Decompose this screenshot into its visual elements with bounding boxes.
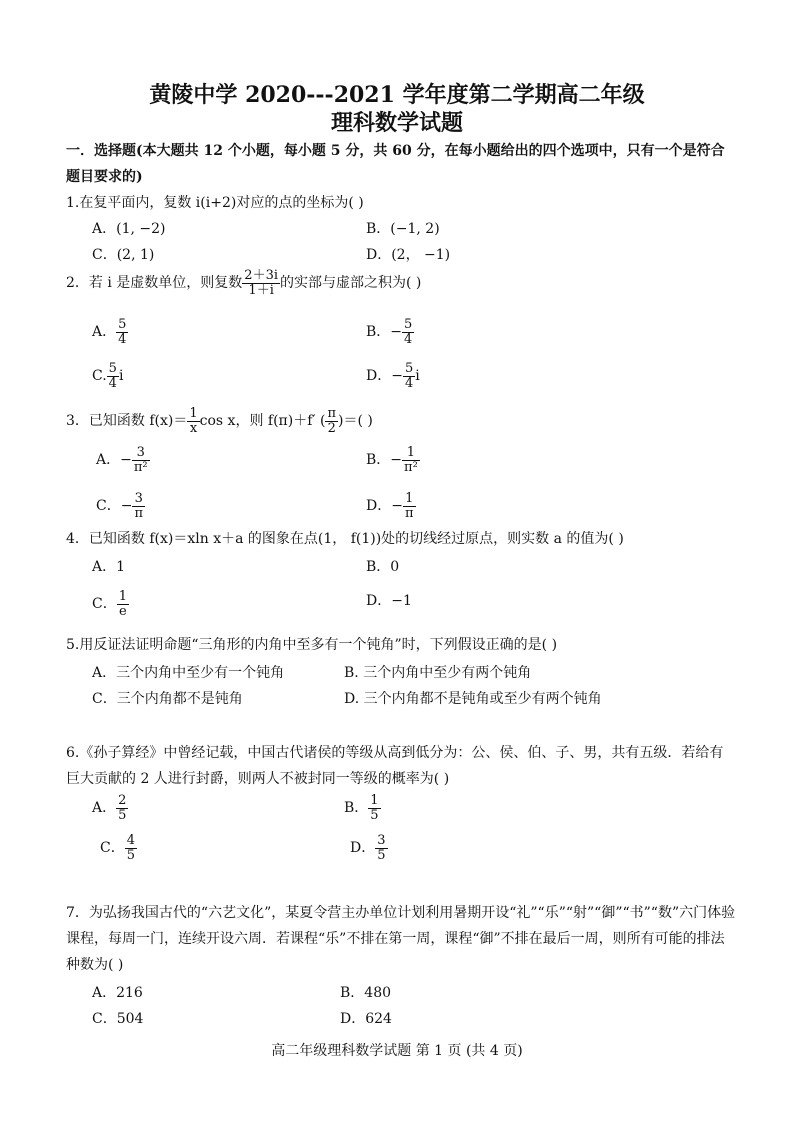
q3-frac-num: 1 <box>189 405 198 421</box>
q6-option-c <box>100 834 137 862</box>
question-1-stem: 1.在复平面内，复数 i(i+2)对应的点的坐标为( ) <box>66 195 364 211</box>
exam-title-line2: 理科数学试题 <box>330 110 463 136</box>
q2c-tail: i <box>118 368 124 385</box>
q2a-num: 5 <box>118 317 127 332</box>
q2d-tail: i <box>415 368 420 385</box>
q7-option-b: B．480 <box>340 985 392 1001</box>
q6c-num: 4 <box>126 833 135 848</box>
question-2-stem <box>66 266 736 300</box>
question-4-stem: 4．已知函数 f(x)＝xln x＋a 的图象在点(1， f(1))处的切线经过原点，则实数 a 的值为( ) <box>66 531 624 547</box>
q3c-num: 3 <box>134 491 143 506</box>
q1-option-c: C．(2, 1) <box>92 247 155 263</box>
q3-stem-post: )＝( ) <box>338 413 373 429</box>
q4-option-b <box>366 556 399 578</box>
q2d-den: 4 <box>404 375 414 391</box>
q4c-den: e <box>117 604 129 619</box>
q4a-text: 1 <box>116 559 126 575</box>
q3-option-c <box>96 492 145 520</box>
q2-stem-fraction <box>242 269 280 297</box>
q2-option-d <box>366 362 420 390</box>
q2a-den: 4 <box>118 331 127 347</box>
q4c-label: C． <box>92 596 117 613</box>
page-footer: 高二年级理科数学试题 第 1 页 (共 4 页) <box>271 1043 523 1059</box>
q3d-den: π <box>404 505 414 521</box>
q3b-sign: − <box>390 452 403 469</box>
q2c-num: 5 <box>108 361 117 376</box>
q3-frac2-num: π <box>327 405 337 421</box>
q6c-den: 5 <box>126 847 135 863</box>
q2-option-b <box>366 318 414 346</box>
q2d-num: 5 <box>404 361 414 376</box>
q4-option-c <box>92 590 129 618</box>
q6-option-a <box>92 794 128 822</box>
q4b-text: 0 <box>390 559 400 575</box>
q7-option-d: D．624 <box>340 1011 392 1027</box>
q3d-num: 1 <box>405 491 414 506</box>
q3-option-d <box>366 492 416 520</box>
q3-option-a <box>96 446 150 474</box>
q3a-label: A． <box>96 452 121 469</box>
q2d-sign: − <box>391 368 403 385</box>
q6a-label: A． <box>92 800 117 817</box>
q6b-label: B． <box>344 800 369 817</box>
q6d-label: D． <box>350 840 376 857</box>
q2a-label: A． <box>92 324 117 341</box>
q5-option-b: B. 三个内角中至少有两个钝角 <box>344 665 532 681</box>
q3b-label: B． <box>366 452 391 469</box>
q3-frac2-den: 2 <box>325 421 338 436</box>
q1-option-b: B．(−1, 2) <box>366 221 440 237</box>
q2b-num: 5 <box>404 317 413 332</box>
q3d-label: D． <box>366 498 392 515</box>
question-7-stem: 7．为弘扬我国古代的“六艺文化”，某夏令营主办单位计划利用暑期开设“礼”“乐”“射”“御”“书”“数”六门体验课程，每周一门，连续开设六周．若课程“乐”不排在第一周，课程“御”不排在最后一周，则所有可能的排法种数为( ) <box>66 905 736 973</box>
q3c-sign: − <box>120 498 133 515</box>
q3-option-b <box>366 446 420 474</box>
q3-stem-mid: cos x，则 f(π)＋f′ ( <box>199 413 326 429</box>
question-5-stem: 5.用反证法证明命题“三角形的内角中至多有一个钝角”时，下列假设正确的是( ) <box>66 637 558 653</box>
q6d-num: 3 <box>377 833 386 848</box>
q2d-label: D． <box>366 368 392 385</box>
q7-option-c: C．504 <box>92 1011 144 1027</box>
q2c-den: 4 <box>108 375 117 391</box>
q3a-num: 3 <box>136 445 145 460</box>
q1-option-d: D．(2， −1) <box>366 247 451 263</box>
q6c-label: C． <box>100 840 125 857</box>
q2-frac-num: 2＋3i <box>244 267 278 283</box>
q4d-label: D． <box>366 593 392 609</box>
q2-frac-den: 1＋i <box>242 283 280 298</box>
question-3-stem <box>66 404 736 438</box>
q5-option-d: D. 三个内角都不是钝角或至少有两个钝角 <box>344 691 602 707</box>
q2b-label: B． <box>366 324 391 341</box>
q6d-den: 5 <box>377 847 386 863</box>
q3c-label: C． <box>96 498 121 515</box>
q2-stem-pre: 2．若 i 是虚数单位，则复数 <box>66 275 243 291</box>
q6a-num: 2 <box>118 793 127 808</box>
q1-option-a: A．(1, −2) <box>92 221 166 237</box>
section-heading: 一．选择题(本大题共 12 个小题，每小题 5 分，共 60 分，在每小题给出的四个选项中，只有一个是符合题目要求的) <box>66 143 725 185</box>
q2-option-a <box>92 318 128 346</box>
q4-option-d <box>366 590 412 612</box>
q3a-sign: − <box>120 452 132 469</box>
q2b-sign: − <box>390 324 403 341</box>
q3-frac-den: x <box>187 421 199 436</box>
q2c-label: C. <box>92 368 107 385</box>
q4b-label: B． <box>366 559 391 575</box>
q4d-text: −1 <box>391 593 412 609</box>
q4a-label: A． <box>92 559 117 575</box>
q6-option-b <box>344 794 381 822</box>
q7-option-a: A．216 <box>92 985 143 1001</box>
q6b-num: 1 <box>370 793 379 808</box>
q3c-den: π <box>134 505 143 521</box>
q3b-den: π² <box>404 459 418 475</box>
q6-option-d <box>350 834 388 862</box>
q3d-sign: − <box>391 498 403 515</box>
q5-option-a: A．三个内角中至少有一个钝角 <box>92 665 285 681</box>
q3a-den: π² <box>133 459 148 475</box>
q2b-den: 4 <box>404 331 413 347</box>
q2-stem-post: 的实部与虚部之积为( ) <box>280 275 422 291</box>
q5-option-c: C．三个内角都不是钝角 <box>92 691 243 707</box>
q4-option-a <box>92 556 125 578</box>
q6a-den: 5 <box>118 807 127 823</box>
q2-option-c <box>92 362 123 390</box>
question-6-stem: 6.《孙子算经》中曾经记载，中国古代诸侯的等级从高到低分为：公、侯、伯、子、男，共有五级．若给有巨大贡献的 2 人进行封爵，则两人不被封同一等级的概率为( ) <box>66 745 724 787</box>
q4c-num: 1 <box>118 589 127 604</box>
q3b-num: 1 <box>406 445 416 460</box>
q3-stem-pre: 3．已知函数 f(x)＝ <box>66 413 188 429</box>
q6b-den: 5 <box>370 807 379 823</box>
exam-title-line1: 黄陵中学 2020---2021 学年度第二学期高二年级 <box>149 82 645 108</box>
